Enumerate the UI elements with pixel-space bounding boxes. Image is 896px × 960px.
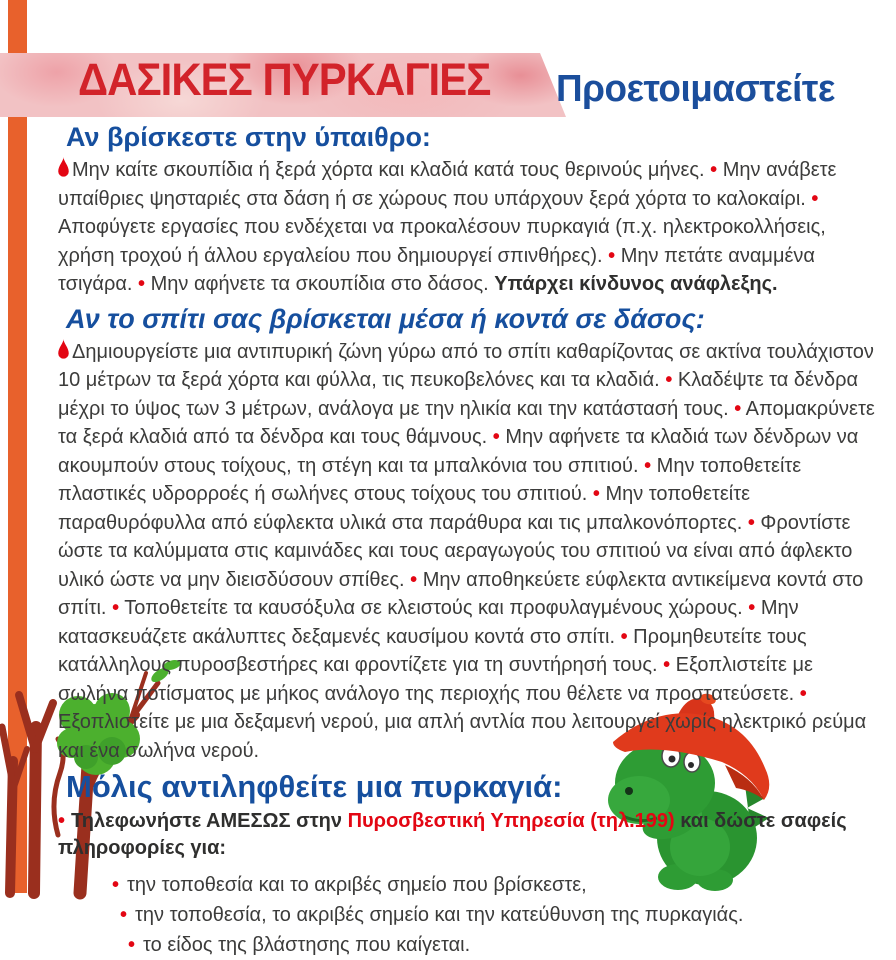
list-item	[120, 900, 880, 930]
list-item-text: την τοποθεσία, το ακριβές σημείο και την κατεύθυνση της πυρκαγιάς.	[135, 904, 744, 926]
section-heading-outdoors: Αν βρίσκεστε στην ύπαιθρο:	[66, 122, 431, 152]
list-item-text: το είδος της βλάστησης που καίγεται.	[143, 934, 471, 956]
list-item-text: την τοποθεσία και το ακριβές σημείο που βρίσκεστε,	[127, 874, 587, 896]
main-content	[58, 122, 880, 960]
list-item	[112, 870, 880, 900]
outdoors-sentences: Μην καίτε σκουπίδια ή ξερά χόρτα και κλαδιά κατά τους θερινούς μήνες. • Μην ανάβετε υπαίθριες ψησταριές στα δάση ή σε χώρους που υπάρχουν ξερά χόρτα το καλοκαίρι. • Αποφύγετε εργασίες που ενδέχεται να προκαλέσουν πυρκαγιά (π.χ. ηλεκτροκολλήσεις, χρήση τροχού ή άλλου εργαλείου που δημιουργεί σπινθήρες). • Μην πετάτε αναμμένα τσιγάρα. • Μην αφήνετε τα σκουπίδια στο δάσος.	[58, 159, 837, 295]
call-prefix: Τηλεφωνήστε ΑΜΕΣΩΣ στην	[71, 810, 343, 832]
bullet-icon: •	[120, 904, 128, 926]
flame-bullet-icon	[58, 339, 69, 361]
list-item	[128, 930, 880, 960]
call-suffix: και δώστε σαφείς πληροφορίες για:	[58, 810, 847, 859]
section-heading-fire: Μόλις αντιληφθείτε μια πυρκαγιά:	[66, 769, 563, 804]
page-subtitle: Προετοιμαστείτε	[556, 68, 835, 110]
section-heading-home: Αν το σπίτι σας βρίσκεται μέσα ή κοντά σε δάσος:	[66, 303, 705, 334]
flame-bullet-icon	[58, 157, 69, 179]
bullet-icon: •	[128, 934, 136, 956]
page-title: ΔΑΣΙΚΕΣ ΠΥΡΚΑΓΙΕΣ	[78, 54, 491, 105]
info-list	[58, 870, 880, 960]
home-sentences: Δημιουργείστε μια αντιπυρική ζώνη γύρω από το σπίτι καθαρίζοντας σε ακτίνα τουλάχιστον 10 μέτρων τα ξερά χόρτα και φύλλα, τις πευκοβελόνες και τα κλαδιά. • Κλαδέψτε τα δένδρα μέχρι το ύψος των 3 μέτρων, ανάλογα με την ηλικία και την κατάστασή τους. • Απομακρύνετε τα ξερά κλαδιά από τα δένδρα και τους θάμνους. • Μην αφήνετε τα κλαδιά των δένδρων να ακουμπούν στους τοίχους, τη στέγη και τα μπαλκόνια του σπιτιού. • Μην τοποθετείτε πλαστικές υδρορροές ή σωλήνες στους τοίχους του σπιτιού. • Μην τοποθετείτε παραθυρόφυλλα από εύφλεκτα υλικά στα παράθυρα και τις μπαλκονόπορτες. • Φροντίστε ώστε τα καλύμματα στις καμινάδες και τους αεραγωγούς του σπιτιού να είναι από άφλεκτο υλικό ώστε να μην διεισδύσουν σπίθες. • Μην αποθηκεύετε εύφλεκτα αντικείμενα κοντά στο σπίτι. • Τοποθετείτε τα καυσόξυλα σε κλειστούς και προφυλαγμένους χώρους. • Μην κατασκευάζετε ακάλυπτες δεξαμενές καυσίμου κοντά στο σπίτι. • Προμηθευτείτε τους κατάλληλους πυροσβεστήρες και φροντίζετε για τη συντήρησή τους. • Εξοπλιστείτε με σωλήνα ποτίσματος με μήκος ανάλογο της περιοχής που θέλετε να προστατεύσετε. • Εξοπλιστείτε με μια δεξαμενή νερού, μια απλή αντλία που λειτουργεί χωρίς ηλεκτρικό ρεύμα και ένα σωλήνα νερού.	[58, 340, 875, 762]
paragraph-outdoors	[58, 156, 880, 299]
ignition-warning: Υπάρχει κίνδυνος ανάφλεξης.	[494, 273, 778, 295]
bullet-icon: •	[58, 810, 66, 832]
paragraph-home	[58, 338, 880, 766]
bullet-icon: •	[112, 874, 120, 896]
call-instruction	[58, 808, 880, 862]
fire-service-phone: Πυροσβεστική Υπηρεσία (τηλ.199)	[347, 810, 675, 832]
